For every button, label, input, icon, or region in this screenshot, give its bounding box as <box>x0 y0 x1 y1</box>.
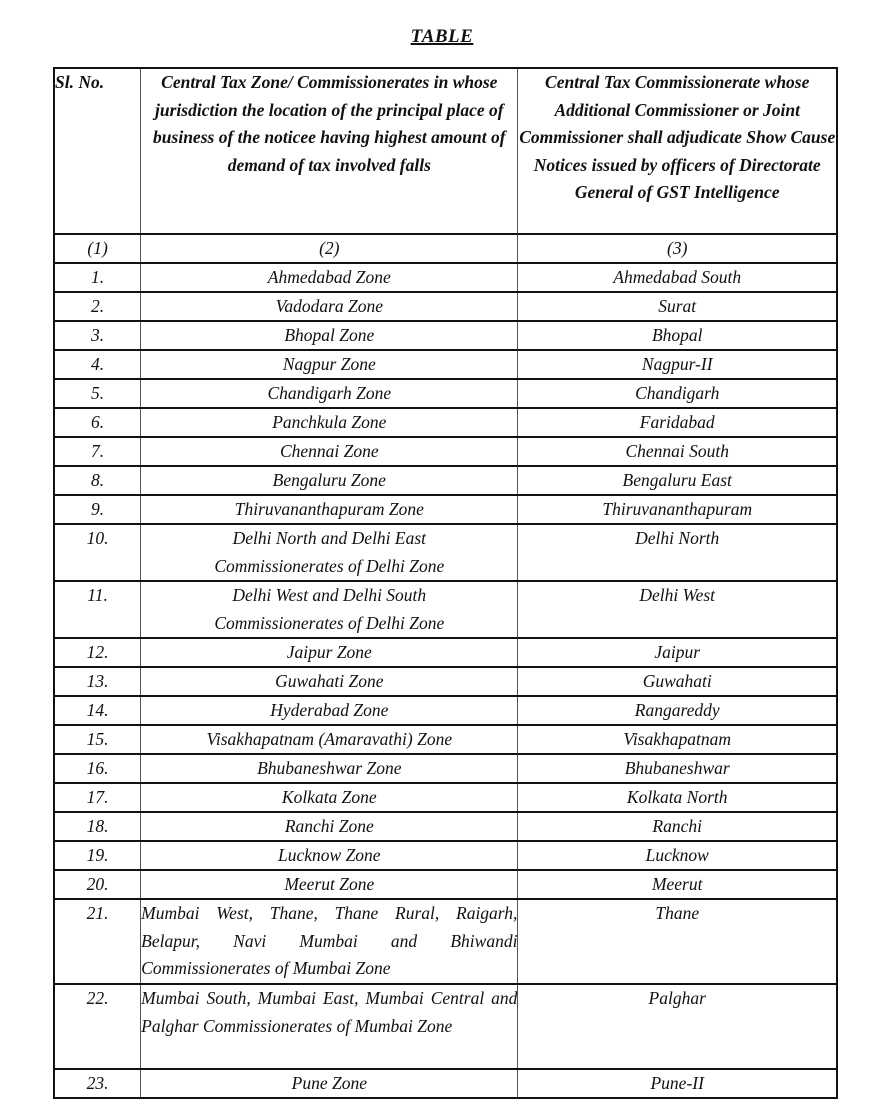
column-number-row <box>54 234 837 263</box>
table-header-row <box>54 68 837 234</box>
table-row <box>54 783 837 812</box>
zone-cell: Visakhapatnam (Amaravathi) Zone <box>141 725 518 754</box>
commissionerate-cell: Bhubaneshwar <box>518 754 837 783</box>
sl-no-cell: 12. <box>54 638 141 667</box>
table-row <box>54 524 837 581</box>
column-number-1: (1) <box>54 234 141 263</box>
commissionerate-cell: Meerut <box>518 870 837 899</box>
zone-cell: Delhi North and Delhi East Commissionerates of Delhi Zone <box>141 524 518 581</box>
sl-no-cell: 19. <box>54 841 141 870</box>
commissionerate-cell: Thiruvananthapuram <box>518 495 837 524</box>
column-number-3: (3) <box>518 234 837 263</box>
zone-cell: Ranchi Zone <box>141 812 518 841</box>
table-row <box>54 263 837 292</box>
zone-cell: Mumbai South, Mumbai East, Mumbai Central and Palghar Commissionerates of Mumbai Zone <box>141 984 518 1069</box>
table-row <box>54 495 837 524</box>
commissionerate-cell: Delhi North <box>518 524 837 581</box>
table-row <box>54 379 837 408</box>
sl-no-cell: 7. <box>54 437 141 466</box>
sl-no-cell: 13. <box>54 667 141 696</box>
commissionerate-cell: Thane <box>518 899 837 984</box>
commissionerate-cell: Visakhapatnam <box>518 725 837 754</box>
zone-cell: Jaipur Zone <box>141 638 518 667</box>
zone-cell: Chandigarh Zone <box>141 379 518 408</box>
commissionerate-cell: Guwahati <box>518 667 837 696</box>
sl-no-cell: 20. <box>54 870 141 899</box>
sl-no-cell: 10. <box>54 524 141 581</box>
zone-cell: Bhubaneshwar Zone <box>141 754 518 783</box>
column-header-commissionerate: Central Tax Commissionerate whose Additional Commissioner or Joint Commissioner shall adjudicate Show Cause Notices issued by officers of Directorate General of GST Intelligence <box>518 68 837 234</box>
table-row <box>54 984 837 1069</box>
sl-no-cell: 23. <box>54 1069 141 1098</box>
column-header-zone: Central Tax Zone/ Commissionerates in whose jurisdiction the location of the principal place of business of the noticee having highest amount of demand of tax involved falls <box>141 68 518 234</box>
sl-no-cell: 17. <box>54 783 141 812</box>
commissionerate-cell: Faridabad <box>518 408 837 437</box>
table-row <box>54 841 837 870</box>
zone-commissionerate-table <box>53 67 838 1099</box>
sl-no-cell: 1. <box>54 263 141 292</box>
commissionerate-cell: Surat <box>518 292 837 321</box>
commissionerate-cell: Delhi West <box>518 581 837 638</box>
sl-no-cell: 8. <box>54 466 141 495</box>
sl-no-cell: 14. <box>54 696 141 725</box>
column-number-2: (2) <box>141 234 518 263</box>
table-row <box>54 667 837 696</box>
sl-no-cell: 21. <box>54 899 141 984</box>
zone-cell: Delhi West and Delhi South Commissionerates of Delhi Zone <box>141 581 518 638</box>
zone-cell: Kolkata Zone <box>141 783 518 812</box>
sl-no-cell: 5. <box>54 379 141 408</box>
table-row <box>54 581 837 638</box>
table-row <box>54 466 837 495</box>
zone-cell: Vadodara Zone <box>141 292 518 321</box>
table-row <box>54 321 837 350</box>
zone-cell: Bengaluru Zone <box>141 466 518 495</box>
table-row <box>54 812 837 841</box>
commissionerate-cell: Pune-II <box>518 1069 837 1098</box>
sl-no-cell: 2. <box>54 292 141 321</box>
commissionerate-cell: Rangareddy <box>518 696 837 725</box>
table-row <box>54 725 837 754</box>
zone-cell: Mumbai West, Thane, Thane Rural, Raigarh, Belapur, Navi Mumbai and Bhiwandi Commissionerates of Mumbai Zone <box>141 899 518 984</box>
zone-cell: Hyderabad Zone <box>141 696 518 725</box>
zone-cell: Panchkula Zone <box>141 408 518 437</box>
commissionerate-cell: Kolkata North <box>518 783 837 812</box>
sl-no-cell: 11. <box>54 581 141 638</box>
sl-no-cell: 3. <box>54 321 141 350</box>
zone-cell: Nagpur Zone <box>141 350 518 379</box>
table-row <box>54 437 837 466</box>
sl-no-cell: 4. <box>54 350 141 379</box>
zone-cell: Meerut Zone <box>141 870 518 899</box>
commissionerate-cell: Bhopal <box>518 321 837 350</box>
table-row <box>54 696 837 725</box>
zone-cell: Guwahati Zone <box>141 667 518 696</box>
commissionerate-cell: Ahmedabad South <box>518 263 837 292</box>
commissionerate-cell: Chandigarh <box>518 379 837 408</box>
sl-no-cell: 18. <box>54 812 141 841</box>
sl-no-cell: 22. <box>54 984 141 1069</box>
commissionerate-cell: Nagpur-II <box>518 350 837 379</box>
table-row <box>54 292 837 321</box>
zone-cell: Thiruvananthapuram Zone <box>141 495 518 524</box>
sl-no-cell: 16. <box>54 754 141 783</box>
column-header-sl-no: Sl. No. <box>54 68 141 234</box>
commissionerate-cell: Chennai South <box>518 437 837 466</box>
table-row <box>54 638 837 667</box>
zone-cell: Chennai Zone <box>141 437 518 466</box>
table-row <box>54 899 837 984</box>
table-row <box>54 870 837 899</box>
commissionerate-cell: Lucknow <box>518 841 837 870</box>
zone-cell: Pune Zone <box>141 1069 518 1098</box>
table-row <box>54 350 837 379</box>
commissionerate-cell: Ranchi <box>518 812 837 841</box>
table-row <box>54 408 837 437</box>
commissionerate-cell: Jaipur <box>518 638 837 667</box>
commissionerate-cell: Palghar <box>518 984 837 1069</box>
zone-cell: Ahmedabad Zone <box>141 263 518 292</box>
zone-cell: Lucknow Zone <box>141 841 518 870</box>
table-row <box>54 1069 837 1098</box>
zone-cell: Bhopal Zone <box>141 321 518 350</box>
sl-no-cell: 15. <box>54 725 141 754</box>
commissionerate-cell: Bengaluru East <box>518 466 837 495</box>
sl-no-cell: 9. <box>54 495 141 524</box>
sl-no-cell: 6. <box>54 408 141 437</box>
table-row <box>54 754 837 783</box>
table-title: TABLE <box>410 26 474 47</box>
